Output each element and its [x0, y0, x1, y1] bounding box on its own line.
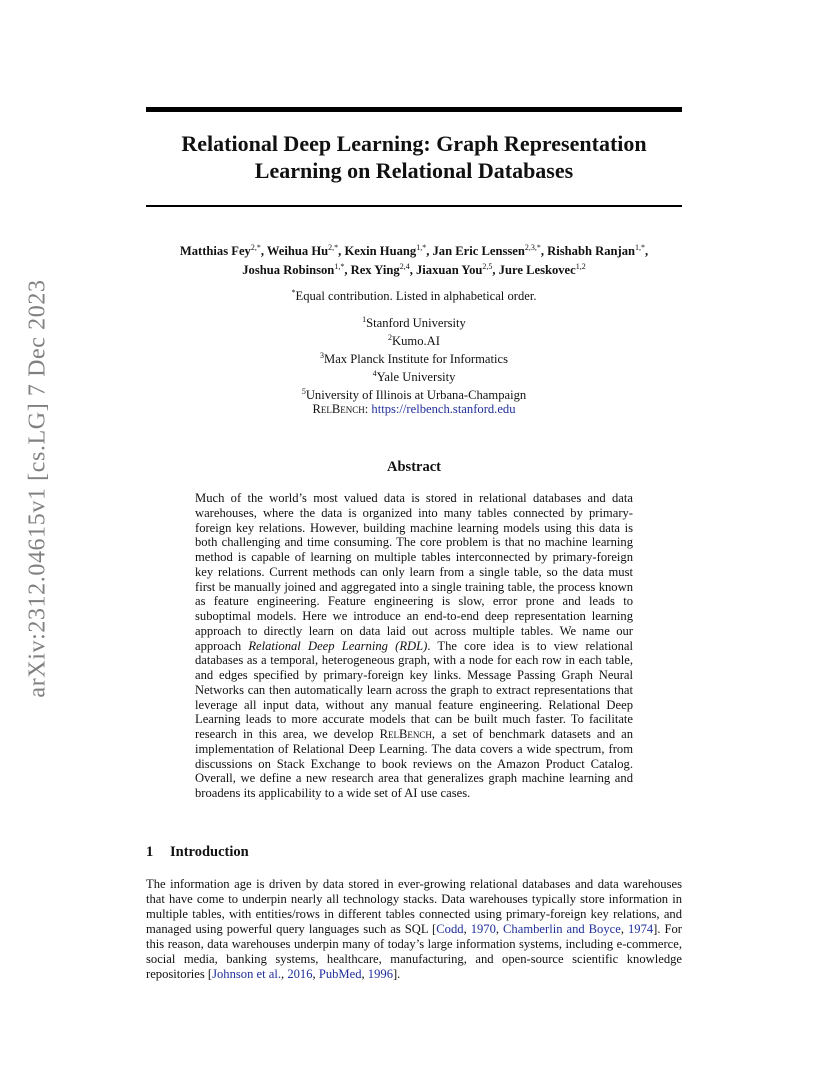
author: Jiaxuan You$^{2,5}$: [416, 262, 493, 278]
author: Joshua Robinson$^{1,*}$: [242, 262, 345, 278]
title-bottom-rule: [146, 205, 682, 207]
relbench-label: RelBench:: [312, 402, 369, 416]
equal-contribution-note: *Equal contribution. Listed in alphabetical order.: [291, 288, 537, 304]
affiliation: $^4$Yale University: [372, 368, 456, 384]
relbench-line: [146, 401, 682, 417]
author-list: Matthias Fey$^{2,*}$, Weihua $Hu^{2,*}$, Kexin Huang$^{1,*}$, Jan Eric Lenssen$^{2,3,*}$, Rishabh Ranjan$^{1,*}$, Joshua Robinson$^{1,*}$, Rex Ying$^{2,4}$, Jiaxuan You$^{2,5}$, Jure Leskovec$^{1,2}$: [179, 243, 649, 278]
author: Jure Leskovec$^{1,2}$: [498, 262, 586, 278]
author: Matthias Fey$^{2,*}$: [179, 243, 261, 259]
affiliation: $^5$University of Illinois at Urbana-Champaign: [301, 386, 527, 402]
title-top-rule: [146, 107, 682, 112]
affiliation-list: [146, 313, 682, 402]
citation-link[interactable]: Chamberlin and Boyce: [503, 922, 621, 936]
author: Kexin Huang$^{1,*}$: [344, 243, 427, 259]
abstract-text: Much of the world’s most valued data is stored in relational databases and data warehouses, where the data is organized into many tables connected by primary-foreign key relations. However, building machine learning models using this data is both challenging and time consuming. The core problem is that no machine learning method is capable of learning on multiple tables interconnected by primary-foreign key relations. Current methods can only learn from a single table, so the data must first be manually joined and aggregated into a single training table, the process known as feature engineering. Feature engineering is slow, error prone and leads to suboptimal models. Here we introduce an end-to-end deep representation learning approach to directly learn on data laid out across multiple tables. We name our approach Relational Deep Learning (RDL). The core idea is to view relational databases as a temporal, heterogeneous graph, with a node for each row in each table, and edges specified by primary-foreign key links. Message Passing Graph Neural Networks can then automatically learn across the graph to extract representations that leverage all input data, without any manual feature engineering. Relational Deep Learning leads to more accurate models that can be built much faster. To facilitate research in this area, we develop RelBench, a set of benchmark datasets and an implementation of Relational Deep Learning. The data covers a wide spectrum, from discussions on Stack Exchange to book reviews on the Amazon Product Catalog. Overall, we define a new research area that generalizes graph machine learning and broadens its applicability to a wide set of AI use cases.: [195, 491, 634, 800]
relbench-link[interactable]: https://relbench.stanford.edu: [371, 402, 516, 416]
intro-paragraph: The information age is driven by data stored in ever-growing relational databases and data warehouses that have come to underpin nearly all technology stacks. Data warehouses typically store information in multiple tables, with entities/rows in different tables connected using primary-foreign key relations, and managed using powerful query languages such as SQL [Codd, 1970, Chamberlin and Boyce, 1974]. For this reason, data warehouses underpin many of today’s large information systems, including e-commerce, social media, banking systems, healthcare, manufacturing, and open-source scientific knowledge repositories [Johnson et al., 2016, PubMed, 1996].: [146, 877, 682, 981]
citation-link[interactable]: PubMed: [318, 967, 362, 981]
arxiv-side-stamp: [20, 278, 56, 698]
citation-year-link[interactable]: 1996: [367, 967, 393, 981]
section-title: Introduction: [170, 844, 249, 860]
citation-year-link[interactable]: 2016: [287, 967, 313, 981]
citation-year-link[interactable]: 1974: [627, 922, 654, 936]
citation-year-link[interactable]: 1970: [470, 922, 496, 936]
citation-link[interactable]: Johnson et al.: [212, 967, 282, 981]
section-number: 1: [146, 844, 154, 860]
citation-link[interactable]: Codd: [436, 922, 464, 936]
arxiv-identifier: arXiv:2312.04615v1 [cs.LG] 7 Dec 2023: [24, 278, 51, 698]
author: Rishabh Ranjan$^{1,*}$: [547, 243, 645, 259]
abstract-heading: Abstract: [387, 459, 441, 475]
author: Jan Eric Lenssen$^{2,3,*}$: [432, 243, 541, 259]
affiliation: $^3$Max Planck Institute for Informatics: [320, 350, 508, 366]
affiliation: $^2$Kumo.AI: [388, 332, 440, 349]
paper-title: Relational Deep Learning: Graph Representation Learning on Relational Databases: [181, 131, 647, 183]
affiliation: $^1$Stanford University: [362, 315, 466, 331]
relbench-name: RelBench: [379, 727, 432, 741]
section-heading: [146, 844, 682, 861]
rdl-emphasis: Relational Deep Learning (RDL): [248, 638, 428, 653]
author: Rex Ying$^{2,4}$: [350, 262, 410, 278]
author: Weihua $Hu^{2,*}$: [266, 243, 339, 259]
